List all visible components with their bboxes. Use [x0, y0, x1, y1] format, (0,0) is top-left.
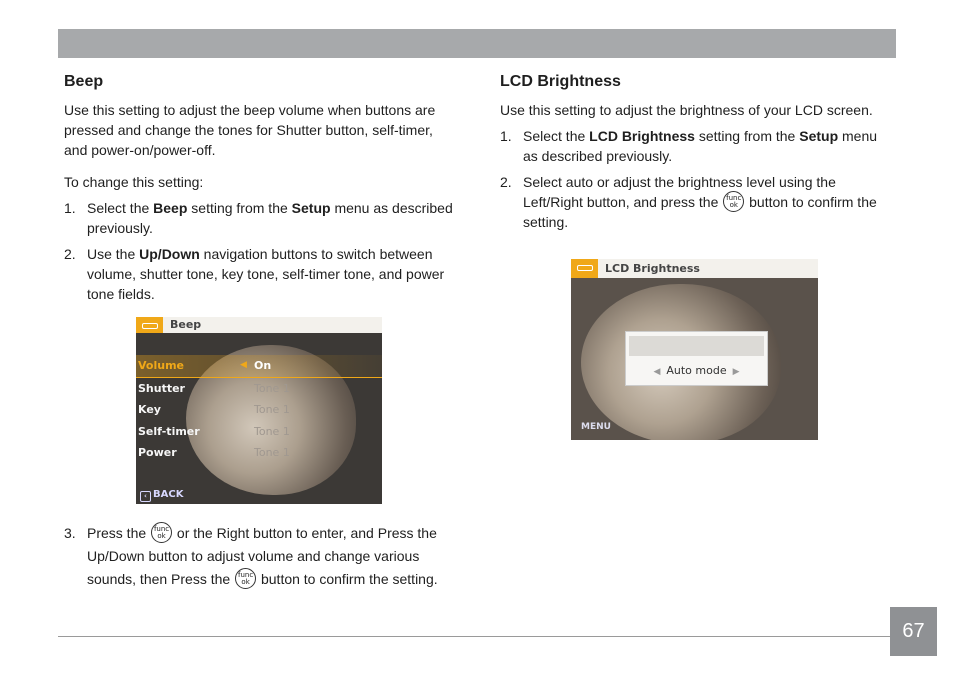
- beep-intro: Use this setting to adjust the beep volume when buttons are pressed and change the tones for Shutter button, self-timer, and power-on/power-off.: [64, 102, 436, 158]
- back-icon: ‹: [140, 491, 151, 502]
- left-arrow-icon: ◀: [653, 367, 661, 377]
- back-hint: ‹ BACK: [140, 488, 183, 502]
- beep-steps: [64, 198, 459, 304]
- setup-tab-icon: [136, 317, 163, 333]
- menu-hint: MENU: [581, 422, 611, 432]
- left-arrow-icon: ◀: [240, 360, 247, 370]
- func-ok-icon: func ok: [723, 191, 744, 212]
- page-number: 67: [890, 607, 937, 656]
- beep-section: [64, 72, 459, 304]
- func-ok-icon: func ok: [151, 522, 172, 543]
- lcd-step-1: 1. Select the LCD Brightness setting from the Setup menu as described previously.: [500, 128, 878, 164]
- lcd-brightness-section: [500, 72, 895, 232]
- menu-row-shutter: Shutter Tone 1: [138, 381, 290, 395]
- lcd-step-2: 2. Select auto or adjust the brightness level using the Left/Right button, and press the func ok button to confirm the setting.: [500, 174, 877, 230]
- beep-step-2: 2. Use the Up/Down navigation buttons to switch between volume, shutter tone, key tone, self-timer tone, and power tone fields.: [64, 246, 445, 302]
- beep-heading: Beep: [64, 73, 104, 90]
- lcd-heading: LCD Brightness: [500, 73, 621, 90]
- beep-screen-header: [136, 317, 382, 333]
- beep-menu-list: [136, 355, 382, 464]
- lcd-screen-header: [571, 259, 818, 278]
- beep-step-3: 3. Press the func ok or the Right button to enter, and Press the Up/Down button to adjust volume and change various sounds, then Press the func ok button to confirm the setting.: [64, 522, 459, 591]
- beep-menu-screenshot: [136, 317, 382, 504]
- menu-row-key: Key Tone 1: [138, 403, 290, 416]
- footer-rule: [58, 636, 891, 637]
- beep-step-3-block: [64, 522, 459, 591]
- menu-row-volume: Volume ◀ On: [136, 355, 382, 378]
- lcd-intro: Use this setting to adjust the brightness of your LCD screen.: [500, 102, 873, 118]
- lcd-screen-title: LCD Brightness: [605, 262, 700, 275]
- right-arrow-icon: ▶: [732, 367, 740, 377]
- beep-step-1: 1. Select the Beep setting from the Setup menu as described previously.: [64, 200, 453, 236]
- setup-tab-icon: [571, 259, 598, 278]
- menu-row-power: Power Tone 1: [138, 446, 290, 459]
- brightness-mode: ◀ Auto mode ▶: [653, 364, 740, 377]
- lcd-steps: [500, 126, 895, 232]
- beep-screen-title: Beep: [170, 318, 202, 331]
- header-bar: [58, 29, 896, 58]
- beep-change-label: To change this setting:: [64, 174, 204, 190]
- func-ok-icon: func ok: [235, 568, 256, 589]
- brightness-dialog: [625, 331, 768, 386]
- brightness-bar: [629, 336, 764, 356]
- menu-row-self-timer: Self-timer Tone 1: [138, 424, 290, 438]
- lcd-brightness-screenshot: [571, 259, 818, 440]
